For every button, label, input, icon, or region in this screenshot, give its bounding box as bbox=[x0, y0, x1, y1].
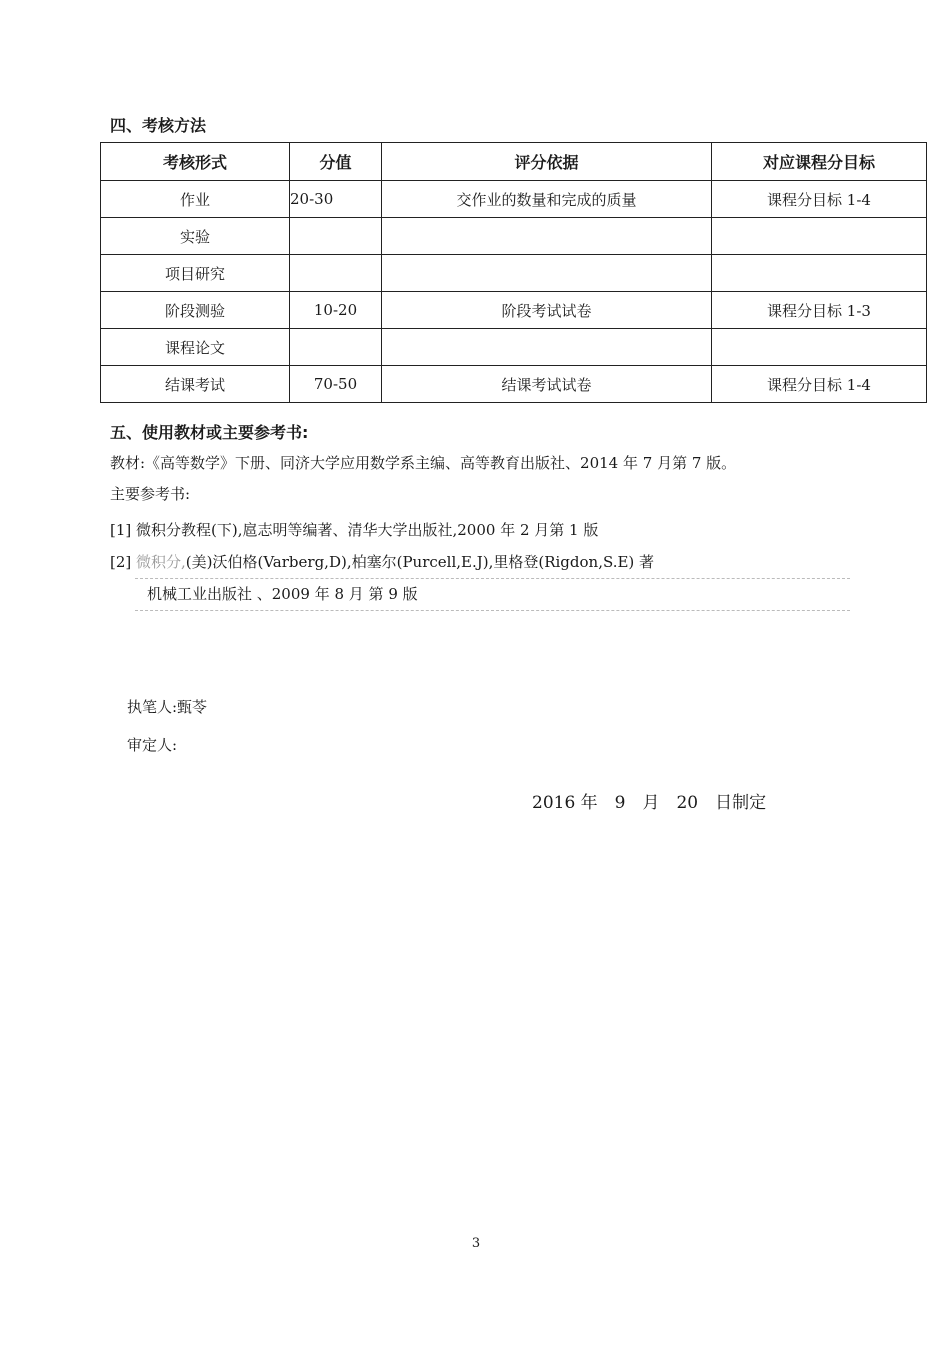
table-row bbox=[101, 218, 927, 255]
dashed-divider bbox=[135, 578, 850, 579]
section5-title: 五、使用教材或主要参考书: bbox=[110, 423, 309, 442]
table-row bbox=[101, 255, 927, 292]
date-line: 2016 年 9 月 20 日制定 bbox=[532, 793, 767, 813]
header-form: 考核形式 bbox=[101, 143, 290, 181]
cell-target: 课程分目标 1-4 bbox=[712, 181, 927, 218]
cell-score bbox=[290, 255, 382, 292]
textbook-line: 教材:《高等数学》下册、同济大学应用数学系主编、高等教育出版社、2014 年 7 月第 7 版。 bbox=[110, 454, 737, 472]
header-target: 对应课程分目标 bbox=[712, 143, 927, 181]
cell-form: 结课考试 bbox=[101, 366, 290, 403]
page-number: 3 bbox=[471, 1236, 481, 1251]
assessment-table bbox=[100, 142, 927, 403]
cell-score bbox=[290, 218, 382, 255]
cell-basis: 交作业的数量和完成的质量 bbox=[382, 181, 712, 218]
header-basis: 评分依据 bbox=[382, 143, 712, 181]
cell-basis: 阶段考试试卷 bbox=[382, 292, 712, 329]
section4-title: 四、考核方法 bbox=[110, 116, 207, 135]
cell-form: 项目研究 bbox=[101, 255, 290, 292]
reference-2-publisher: 机械工业出版社 、2009 年 8 月 第 9 版 bbox=[147, 585, 418, 603]
cell-target: 课程分目标 1-4 bbox=[712, 366, 927, 403]
references-label: 主要参考书: bbox=[110, 485, 191, 503]
cell-form: 作业 bbox=[101, 181, 290, 218]
table-row bbox=[101, 292, 927, 329]
table-row bbox=[101, 366, 927, 403]
dashed-divider bbox=[135, 610, 850, 611]
cell-form: 课程论文 bbox=[101, 329, 290, 366]
cell-score bbox=[290, 329, 382, 366]
reference-2 bbox=[110, 551, 654, 572]
table-header-row bbox=[101, 143, 927, 181]
cell-basis: 结课考试试卷 bbox=[382, 366, 712, 403]
reviewer-line: 审定人: bbox=[127, 736, 178, 754]
table-row bbox=[101, 181, 927, 218]
cell-target bbox=[712, 218, 927, 255]
table-row bbox=[101, 329, 927, 366]
reference-2-title: 微积分, bbox=[136, 553, 186, 571]
reference-1: [1] 微积分教程(下),扈志明等编著、清华大学出版社,2000 年 2 月第 1 版 bbox=[110, 521, 599, 539]
cell-form: 实验 bbox=[101, 218, 290, 255]
cell-target bbox=[712, 255, 927, 292]
reference-2-authors: (美)沃伯格(Varberg,D),柏塞尔(Purcell,E.J),里格登(Rigdon,S.E) 著 bbox=[185, 553, 655, 571]
cell-form: 阶段测验 bbox=[101, 292, 290, 329]
cell-target: 课程分目标 1-3 bbox=[712, 292, 927, 329]
author-line: 执笔人:甄苓 bbox=[127, 698, 208, 716]
reference-2-number: [2] bbox=[110, 553, 137, 571]
cell-basis bbox=[382, 218, 712, 255]
header-score: 分值 bbox=[290, 143, 382, 181]
cell-basis bbox=[382, 329, 712, 366]
cell-score: 10-20 bbox=[290, 292, 382, 329]
cell-score: 20-30 bbox=[290, 181, 382, 218]
cell-score: 70-50 bbox=[290, 366, 382, 403]
cell-basis bbox=[382, 255, 712, 292]
cell-target bbox=[712, 329, 927, 366]
